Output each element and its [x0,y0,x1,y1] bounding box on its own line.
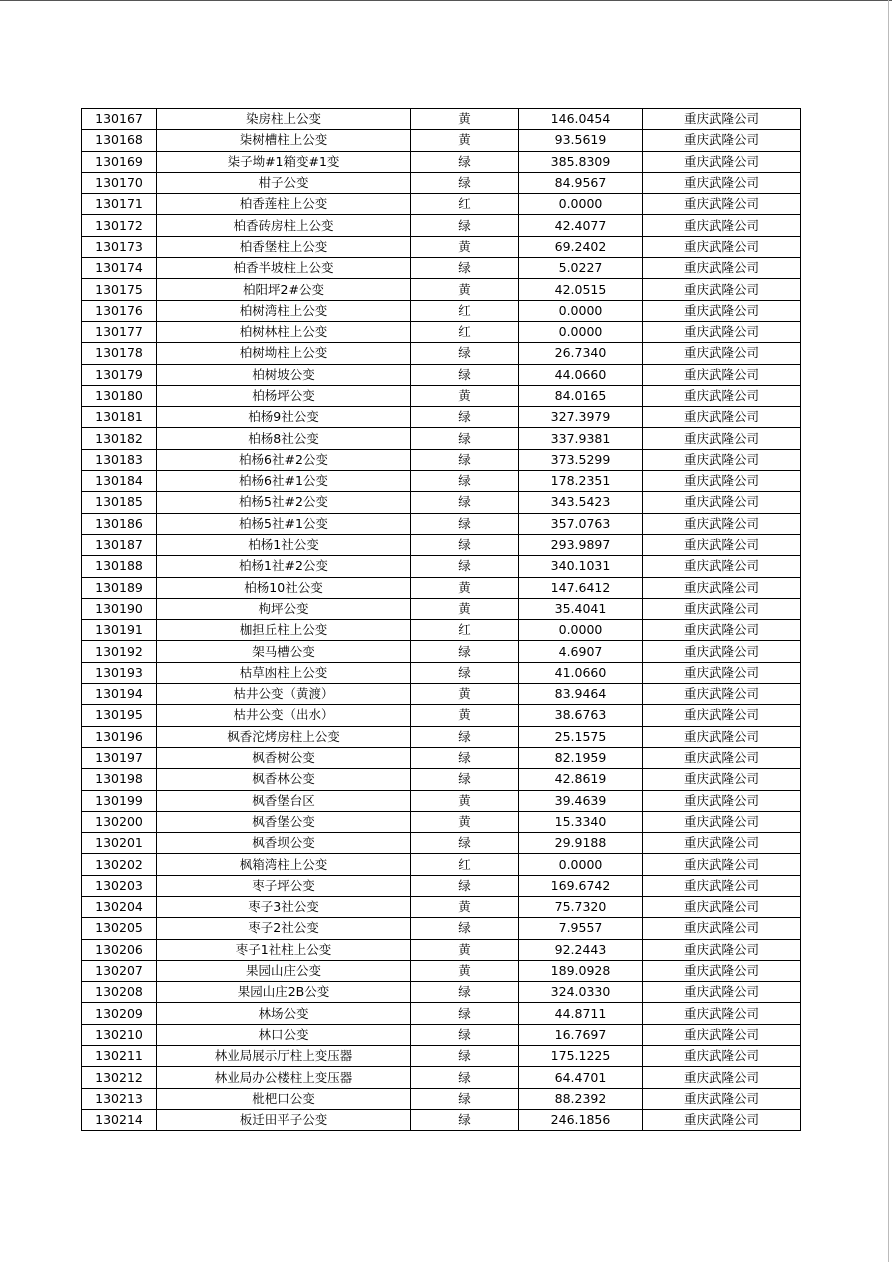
table-row [82,854,801,875]
table-body [82,109,801,1131]
status-cell: 红 [411,321,519,342]
company-cell: 重庆武隆公司 [643,790,801,811]
value-cell: 246.1856 [519,1109,643,1130]
status-cell: 绿 [411,1024,519,1045]
status-cell: 绿 [411,833,519,854]
station-name-cell: 柏香莲柱上公变 [157,194,411,215]
value-cell: 343.5423 [519,492,643,513]
value-cell: 175.1225 [519,1046,643,1067]
status-cell: 绿 [411,918,519,939]
status-cell: 黄 [411,130,519,151]
row-id-cell: 130197 [82,747,157,768]
station-name-cell: 枫香坝公变 [157,833,411,854]
status-cell: 绿 [411,513,519,534]
transformer-table [81,108,801,1131]
row-id-cell: 130198 [82,769,157,790]
company-cell: 重庆武隆公司 [643,1046,801,1067]
station-name-cell: 枫香堡台区 [157,790,411,811]
company-cell: 重庆武隆公司 [643,109,801,130]
status-cell: 绿 [411,343,519,364]
row-id-cell: 130184 [82,471,157,492]
table-row [82,1067,801,1088]
row-id-cell: 130203 [82,875,157,896]
table-row [82,875,801,896]
value-cell: 7.9557 [519,918,643,939]
company-cell: 重庆武隆公司 [643,598,801,619]
value-cell: 44.8711 [519,1003,643,1024]
company-cell: 重庆武隆公司 [643,939,801,960]
company-cell: 重庆武隆公司 [643,321,801,342]
station-name-cell: 枫香林公变 [157,769,411,790]
station-name-cell: 枯井公变（出水） [157,705,411,726]
page-right-edge [888,0,889,1262]
company-cell: 重庆武隆公司 [643,896,801,917]
row-id-cell: 130188 [82,556,157,577]
table-row [82,577,801,598]
station-name-cell: 柒子坳#1箱变#1变 [157,151,411,172]
value-cell: 69.2402 [519,236,643,257]
table-row [82,705,801,726]
company-cell: 重庆武隆公司 [643,492,801,513]
status-cell: 绿 [411,641,519,662]
company-cell: 重庆武隆公司 [643,407,801,428]
status-cell: 红 [411,194,519,215]
status-cell: 黄 [411,385,519,406]
row-id-cell: 130186 [82,513,157,534]
row-id-cell: 130201 [82,833,157,854]
status-cell: 黄 [411,939,519,960]
company-cell: 重庆武隆公司 [643,556,801,577]
station-name-cell: 林口公变 [157,1024,411,1045]
value-cell: 93.5619 [519,130,643,151]
status-cell: 黄 [411,896,519,917]
status-cell: 绿 [411,747,519,768]
value-cell: 357.0763 [519,513,643,534]
row-id-cell: 130194 [82,684,157,705]
status-cell: 绿 [411,556,519,577]
status-cell: 绿 [411,875,519,896]
table-row [82,300,801,321]
row-id-cell: 130206 [82,939,157,960]
station-name-cell: 枫香沱烤房柱上公变 [157,726,411,747]
company-cell: 重庆武隆公司 [643,854,801,875]
status-cell: 红 [411,300,519,321]
status-cell: 绿 [411,662,519,683]
row-id-cell: 130171 [82,194,157,215]
status-cell: 绿 [411,982,519,1003]
company-cell: 重庆武隆公司 [643,449,801,470]
status-cell: 黄 [411,279,519,300]
company-cell: 重庆武隆公司 [643,215,801,236]
station-name-cell: 柑子公变 [157,172,411,193]
table-row [82,534,801,555]
company-cell: 重庆武隆公司 [643,1088,801,1109]
value-cell: 92.2443 [519,939,643,960]
station-name-cell: 柏树坳柱上公变 [157,343,411,364]
row-id-cell: 130190 [82,598,157,619]
row-id-cell: 130175 [82,279,157,300]
value-cell: 88.2392 [519,1088,643,1109]
row-id-cell: 130172 [82,215,157,236]
company-cell: 重庆武隆公司 [643,300,801,321]
table-row [82,641,801,662]
station-name-cell: 柏杨6社#2公变 [157,449,411,470]
row-id-cell: 130168 [82,130,157,151]
value-cell: 41.0660 [519,662,643,683]
status-cell: 绿 [411,492,519,513]
station-name-cell: 枫箱湾柱上公变 [157,854,411,875]
value-cell: 5.0227 [519,258,643,279]
company-cell: 重庆武隆公司 [643,1109,801,1130]
row-id-cell: 130205 [82,918,157,939]
value-cell: 42.0515 [519,279,643,300]
value-cell: 169.6742 [519,875,643,896]
status-cell: 绿 [411,1109,519,1130]
status-cell: 黄 [411,236,519,257]
table-row [82,769,801,790]
row-id-cell: 130191 [82,620,157,641]
value-cell: 16.7697 [519,1024,643,1045]
row-id-cell: 130213 [82,1088,157,1109]
row-id-cell: 130207 [82,960,157,981]
row-id-cell: 130212 [82,1067,157,1088]
company-cell: 重庆武隆公司 [643,343,801,364]
company-cell: 重庆武隆公司 [643,641,801,662]
value-cell: 327.3979 [519,407,643,428]
row-id-cell: 130204 [82,896,157,917]
table-row [82,833,801,854]
company-cell: 重庆武隆公司 [643,172,801,193]
status-cell: 绿 [411,172,519,193]
station-name-cell: 枫香堡公变 [157,811,411,832]
status-cell: 绿 [411,471,519,492]
row-id-cell: 130170 [82,172,157,193]
row-id-cell: 130211 [82,1046,157,1067]
station-name-cell: 柏杨5社#1公变 [157,513,411,534]
company-cell: 重庆武隆公司 [643,833,801,854]
company-cell: 重庆武隆公司 [643,1024,801,1045]
status-cell: 黄 [411,790,519,811]
table-row [82,620,801,641]
status-cell: 黄 [411,598,519,619]
value-cell: 4.6907 [519,641,643,662]
table-row [82,236,801,257]
company-cell: 重庆武隆公司 [643,960,801,981]
value-cell: 293.9897 [519,534,643,555]
station-name-cell: 枷担丘柱上公变 [157,620,411,641]
row-id-cell: 130202 [82,854,157,875]
row-id-cell: 130179 [82,364,157,385]
row-id-cell: 130181 [82,407,157,428]
value-cell: 44.0660 [519,364,643,385]
table-row [82,492,801,513]
station-name-cell: 柏杨10社公变 [157,577,411,598]
company-cell: 重庆武隆公司 [643,875,801,896]
row-id-cell: 130214 [82,1109,157,1130]
table-row [82,811,801,832]
station-name-cell: 柏杨1社公变 [157,534,411,555]
company-cell: 重庆武隆公司 [643,1003,801,1024]
row-id-cell: 130199 [82,790,157,811]
station-name-cell: 枸坪公变 [157,598,411,619]
table-row [82,982,801,1003]
value-cell: 42.8619 [519,769,643,790]
row-id-cell: 130195 [82,705,157,726]
table-row [82,385,801,406]
status-cell: 绿 [411,769,519,790]
value-cell: 26.7340 [519,343,643,364]
row-id-cell: 130177 [82,321,157,342]
value-cell: 25.1575 [519,726,643,747]
row-id-cell: 130169 [82,151,157,172]
station-name-cell: 枣子2社公变 [157,918,411,939]
value-cell: 75.7320 [519,896,643,917]
station-name-cell: 板迁田平子公变 [157,1109,411,1130]
table-row [82,1046,801,1067]
station-name-cell: 枇杷口公变 [157,1088,411,1109]
table-row [82,343,801,364]
company-cell: 重庆武隆公司 [643,705,801,726]
table-row [82,960,801,981]
row-id-cell: 130187 [82,534,157,555]
company-cell: 重庆武隆公司 [643,982,801,1003]
row-id-cell: 130210 [82,1024,157,1045]
status-cell: 绿 [411,364,519,385]
value-cell: 84.9567 [519,172,643,193]
company-cell: 重庆武隆公司 [643,726,801,747]
company-cell: 重庆武隆公司 [643,364,801,385]
station-name-cell: 柏杨6社#1公变 [157,471,411,492]
row-id-cell: 130193 [82,662,157,683]
status-cell: 绿 [411,1067,519,1088]
table-row [82,130,801,151]
company-cell: 重庆武隆公司 [643,684,801,705]
table-row [82,556,801,577]
company-cell: 重庆武隆公司 [643,194,801,215]
table-row [82,1109,801,1130]
value-cell: 373.5299 [519,449,643,470]
station-name-cell: 林业局展示厅柱上变压器 [157,1046,411,1067]
company-cell: 重庆武隆公司 [643,130,801,151]
station-name-cell: 柒树槽柱上公变 [157,130,411,151]
status-cell: 红 [411,620,519,641]
table-row [82,1003,801,1024]
status-cell: 绿 [411,449,519,470]
value-cell: 39.4639 [519,790,643,811]
table-row [82,1024,801,1045]
value-cell: 337.9381 [519,428,643,449]
station-name-cell: 柏阳坪2#公变 [157,279,411,300]
row-id-cell: 130185 [82,492,157,513]
table-row [82,513,801,534]
station-name-cell: 柏杨8社公变 [157,428,411,449]
company-cell: 重庆武隆公司 [643,513,801,534]
row-id-cell: 130208 [82,982,157,1003]
company-cell: 重庆武隆公司 [643,662,801,683]
value-cell: 35.4041 [519,598,643,619]
station-name-cell: 果园山庄2B公变 [157,982,411,1003]
table-row [82,364,801,385]
company-cell: 重庆武隆公司 [643,151,801,172]
value-cell: 0.0000 [519,620,643,641]
table-row [82,321,801,342]
station-name-cell: 果园山庄公变 [157,960,411,981]
value-cell: 178.2351 [519,471,643,492]
station-name-cell: 柏香半坡柱上公变 [157,258,411,279]
status-cell: 绿 [411,407,519,428]
station-name-cell: 柏树湾柱上公变 [157,300,411,321]
company-cell: 重庆武隆公司 [643,385,801,406]
row-id-cell: 130189 [82,577,157,598]
station-name-cell: 架马槽公变 [157,641,411,662]
row-id-cell: 130183 [82,449,157,470]
company-cell: 重庆武隆公司 [643,620,801,641]
row-id-cell: 130173 [82,236,157,257]
status-cell: 红 [411,854,519,875]
value-cell: 146.0454 [519,109,643,130]
company-cell: 重庆武隆公司 [643,279,801,300]
station-name-cell: 枯井公变（黄渡） [157,684,411,705]
value-cell: 83.9464 [519,684,643,705]
station-name-cell: 柏香砖房柱上公变 [157,215,411,236]
value-cell: 340.1031 [519,556,643,577]
value-cell: 15.3340 [519,811,643,832]
row-id-cell: 130167 [82,109,157,130]
page-top-border [0,0,892,1]
table-row [82,215,801,236]
value-cell: 324.0330 [519,982,643,1003]
row-id-cell: 130180 [82,385,157,406]
table-row [82,918,801,939]
station-name-cell: 柏杨9社公变 [157,407,411,428]
value-cell: 0.0000 [519,194,643,215]
table-row [82,662,801,683]
station-name-cell: 柏树坡公变 [157,364,411,385]
status-cell: 绿 [411,1046,519,1067]
company-cell: 重庆武隆公司 [643,236,801,257]
table-row [82,726,801,747]
table-row [82,471,801,492]
table-row [82,684,801,705]
company-cell: 重庆武隆公司 [643,918,801,939]
status-cell: 绿 [411,258,519,279]
status-cell: 黄 [411,960,519,981]
value-cell: 0.0000 [519,321,643,342]
company-cell: 重庆武隆公司 [643,769,801,790]
value-cell: 42.4077 [519,215,643,236]
station-name-cell: 枯草凼柱上公变 [157,662,411,683]
table-row [82,109,801,130]
status-cell: 绿 [411,726,519,747]
value-cell: 147.6412 [519,577,643,598]
table-row [82,258,801,279]
company-cell: 重庆武隆公司 [643,471,801,492]
value-cell: 82.1959 [519,747,643,768]
station-name-cell: 柏杨5社#2公变 [157,492,411,513]
value-cell: 64.4701 [519,1067,643,1088]
status-cell: 绿 [411,1003,519,1024]
company-cell: 重庆武隆公司 [643,577,801,598]
table-row [82,1088,801,1109]
table-row [82,172,801,193]
station-name-cell: 染房柱上公变 [157,109,411,130]
status-cell: 绿 [411,1088,519,1109]
station-name-cell: 枣子1社柱上公变 [157,939,411,960]
station-name-cell: 柏杨坪公变 [157,385,411,406]
table-row [82,747,801,768]
row-id-cell: 130209 [82,1003,157,1024]
status-cell: 黄 [411,577,519,598]
station-name-cell: 枫香树公变 [157,747,411,768]
row-id-cell: 130192 [82,641,157,662]
row-id-cell: 130178 [82,343,157,364]
table-row [82,449,801,470]
status-cell: 绿 [411,428,519,449]
status-cell: 黄 [411,109,519,130]
value-cell: 0.0000 [519,300,643,321]
value-cell: 189.0928 [519,960,643,981]
table-row [82,790,801,811]
status-cell: 绿 [411,534,519,555]
row-id-cell: 130176 [82,300,157,321]
company-cell: 重庆武隆公司 [643,747,801,768]
table-row [82,598,801,619]
table-row [82,428,801,449]
station-name-cell: 枣子3社公变 [157,896,411,917]
row-id-cell: 130182 [82,428,157,449]
status-cell: 绿 [411,151,519,172]
table-row [82,151,801,172]
row-id-cell: 130174 [82,258,157,279]
value-cell: 385.8309 [519,151,643,172]
status-cell: 黄 [411,811,519,832]
station-name-cell: 林场公变 [157,1003,411,1024]
table-row [82,896,801,917]
station-name-cell: 柏杨1社#2公变 [157,556,411,577]
station-name-cell: 林业局办公楼柱上变压器 [157,1067,411,1088]
value-cell: 29.9188 [519,833,643,854]
row-id-cell: 130196 [82,726,157,747]
table-row [82,407,801,428]
table-row [82,194,801,215]
company-cell: 重庆武隆公司 [643,534,801,555]
station-name-cell: 柏树林柱上公变 [157,321,411,342]
status-cell: 黄 [411,705,519,726]
value-cell: 38.6763 [519,705,643,726]
status-cell: 黄 [411,684,519,705]
status-cell: 绿 [411,215,519,236]
table-row [82,939,801,960]
station-name-cell: 枣子坪公变 [157,875,411,896]
company-cell: 重庆武隆公司 [643,258,801,279]
value-cell: 0.0000 [519,854,643,875]
company-cell: 重庆武隆公司 [643,1067,801,1088]
station-name-cell: 柏香堡柱上公变 [157,236,411,257]
row-id-cell: 130200 [82,811,157,832]
company-cell: 重庆武隆公司 [643,428,801,449]
value-cell: 84.0165 [519,385,643,406]
company-cell: 重庆武隆公司 [643,811,801,832]
table-row [82,279,801,300]
